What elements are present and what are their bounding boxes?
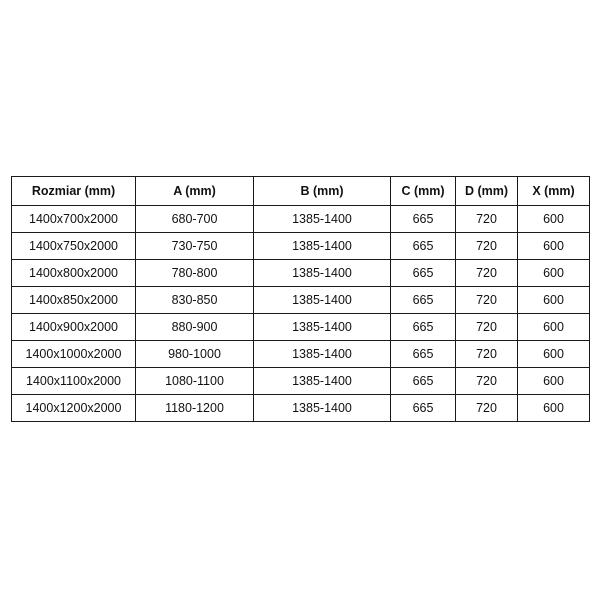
cell-rozmiar: 1400x1200x2000 — [12, 395, 136, 422]
cell-b: 1385-1400 — [254, 314, 391, 341]
cell-rozmiar: 1400x900x2000 — [12, 314, 136, 341]
cell-c: 665 — [391, 260, 456, 287]
cell-rozmiar: 1400x850x2000 — [12, 287, 136, 314]
cell-c: 665 — [391, 206, 456, 233]
cell-a: 680-700 — [136, 206, 254, 233]
header-x: X (mm) — [518, 177, 590, 206]
cell-d: 720 — [456, 233, 518, 260]
cell-b: 1385-1400 — [254, 287, 391, 314]
cell-x: 600 — [518, 314, 590, 341]
cell-x: 600 — [518, 287, 590, 314]
cell-x: 600 — [518, 368, 590, 395]
cell-d: 720 — [456, 260, 518, 287]
cell-b: 1385-1400 — [254, 233, 391, 260]
header-a: A (mm) — [136, 177, 254, 206]
cell-c: 665 — [391, 341, 456, 368]
table-row — [12, 314, 590, 341]
cell-x: 600 — [518, 233, 590, 260]
dimensions-table-container — [11, 176, 589, 422]
cell-b: 1385-1400 — [254, 206, 391, 233]
cell-a: 1080-1100 — [136, 368, 254, 395]
cell-c: 665 — [391, 287, 456, 314]
cell-rozmiar: 1400x1100x2000 — [12, 368, 136, 395]
cell-a: 1180-1200 — [136, 395, 254, 422]
cell-d: 720 — [456, 287, 518, 314]
cell-rozmiar: 1400x1000x2000 — [12, 341, 136, 368]
cell-rozmiar: 1400x700x2000 — [12, 206, 136, 233]
cell-d: 720 — [456, 206, 518, 233]
cell-c: 665 — [391, 395, 456, 422]
table-row — [12, 341, 590, 368]
dimensions-table — [11, 176, 590, 422]
cell-x: 600 — [518, 260, 590, 287]
cell-b: 1385-1400 — [254, 368, 391, 395]
cell-x: 600 — [518, 206, 590, 233]
cell-b: 1385-1400 — [254, 395, 391, 422]
header-b: B (mm) — [254, 177, 391, 206]
table-body — [12, 206, 590, 422]
cell-a: 780-800 — [136, 260, 254, 287]
header-rozmiar: Rozmiar (mm) — [12, 177, 136, 206]
header-c: C (mm) — [391, 177, 456, 206]
table-row — [12, 260, 590, 287]
table-row — [12, 395, 590, 422]
cell-c: 665 — [391, 314, 456, 341]
cell-b: 1385-1400 — [254, 341, 391, 368]
cell-a: 830-850 — [136, 287, 254, 314]
table-header — [12, 177, 590, 206]
cell-b: 1385-1400 — [254, 260, 391, 287]
cell-x: 600 — [518, 341, 590, 368]
cell-rozmiar: 1400x800x2000 — [12, 260, 136, 287]
table-row — [12, 206, 590, 233]
cell-d: 720 — [456, 314, 518, 341]
cell-c: 665 — [391, 233, 456, 260]
cell-rozmiar: 1400x750x2000 — [12, 233, 136, 260]
cell-c: 665 — [391, 368, 456, 395]
cell-a: 980-1000 — [136, 341, 254, 368]
cell-x: 600 — [518, 395, 590, 422]
table-row — [12, 287, 590, 314]
cell-d: 720 — [456, 341, 518, 368]
cell-a: 730-750 — [136, 233, 254, 260]
cell-a: 880-900 — [136, 314, 254, 341]
cell-d: 720 — [456, 395, 518, 422]
cell-d: 720 — [456, 368, 518, 395]
header-d: D (mm) — [456, 177, 518, 206]
table-row — [12, 233, 590, 260]
table-row — [12, 368, 590, 395]
header-row — [12, 177, 590, 206]
